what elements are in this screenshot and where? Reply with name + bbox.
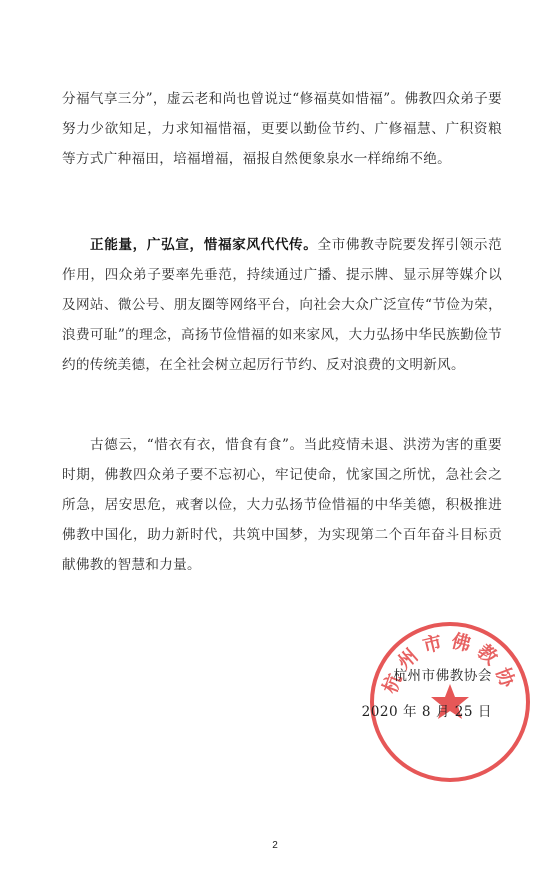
signature-date: 2020 年 8 月 25 日 — [361, 704, 492, 720]
paragraph-3-text: 古德云，“惜衣有衣，惜食有食”。当此疫情未退、洪涝为害的重要时期，佛教四众弟子要不忘初心，牢记使命，忧家国之所忧，急社会之所急，居安思危，戒奢以俭，大力弘扬节俭惜福的中华美德，积极推进佛教中国化，助力新时代，共筑中国梦，为实现第二个百年奋斗目标贡献佛教的智慧和力量。 — [62, 437, 502, 573]
paragraph-1 — [62, 84, 502, 174]
paragraph-2-lead: 正能量，广弘宣，惜福家风代代传。 — [90, 237, 318, 253]
signature-organization: 杭州市佛教协会 — [393, 668, 492, 684]
seal-text: 杭州市佛教协会 — [352, 601, 522, 697]
page-number: 2 — [272, 840, 278, 851]
paragraph-2-text: 全市佛教寺院要发挥引领示范作用，四众弟子要率先垂范，持续通过广播、提示牌、显示屏等媒介以及网站、微公号、朋友圈等网络平台，向社会大众广泛宣传“节俭为荣，浪费可耻”的理念，高扬节俭惜福的如来家风，大力弘扬中华民族勤俭节约的传统美德，在全社会树立起厉行节约、反对浪费的文明新风。 — [62, 237, 502, 373]
paragraph-2 — [62, 230, 502, 380]
paragraph-1-text: 分福气享三分”，虚云老和尚也曾说过“修福莫如惜福”。佛教四众弟子要努力少欲知足，力求知福惜福，更要以勤俭节约、广修福慧、广积资粮等方式广种福田，培福增福，福报自然便象泉水一样绵绵不绝。 — [62, 91, 502, 167]
paragraph-3 — [62, 430, 502, 580]
